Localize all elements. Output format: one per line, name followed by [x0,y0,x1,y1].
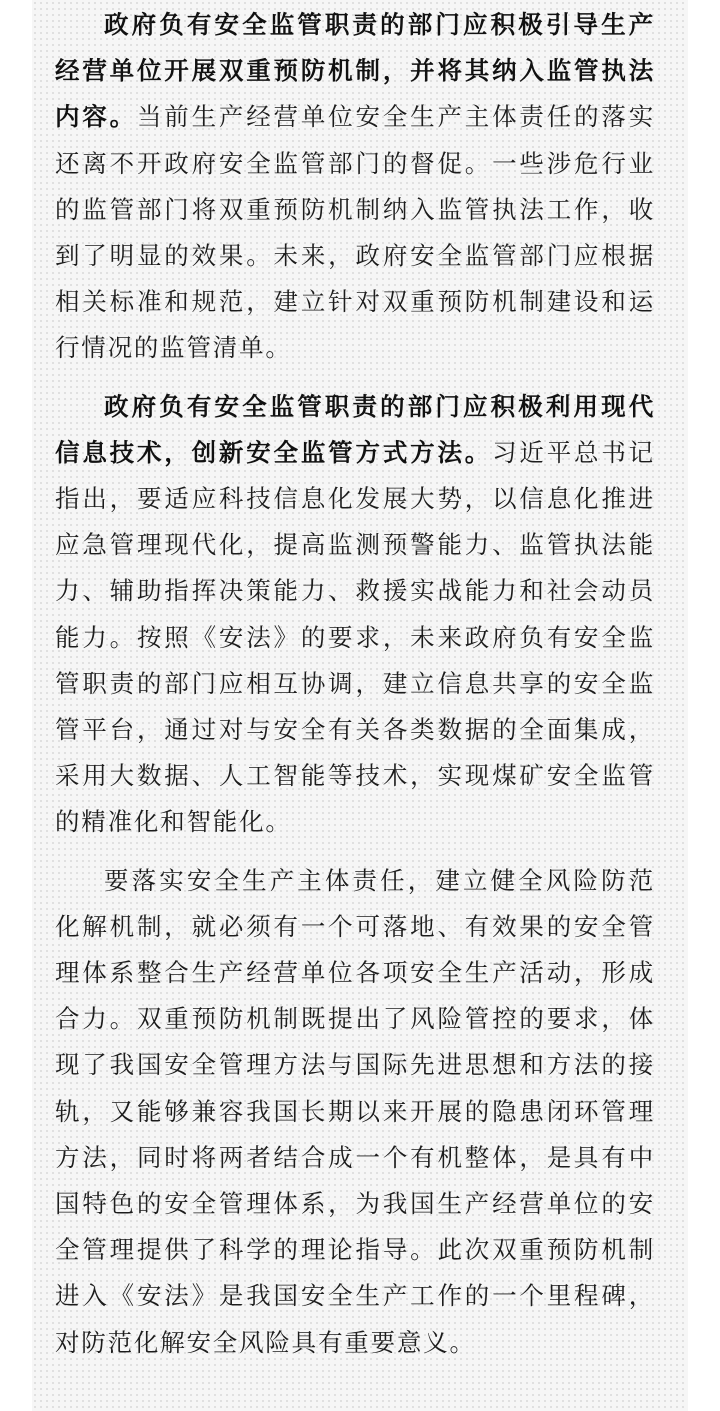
paragraph-text: 习近平总书记指出，要适应科技信息化发展大势，以信息化推进应急管理现代化，提高监测预警能力、监管执法能力、辅助指挥决策能力、救援实战能力和社会动员能力。按照《安法》的要求，未来政府负有安全监管职责的部门应相互协调，建立信息共享的安全监管平台，通过对与安全有关各类数据的全面集成，采用大数据、人工智能等技术，实现煤矿安全监管的精准化和智能化。 [55,437,655,837]
paragraph-conclusion [55,858,655,1366]
paragraph-heading: 政府负有安全监管职责的部门应积极利用现代信息技术，创新安全监管方式方法。 [55,391,655,467]
paragraph-text: 要落实安全生产主体责任，建立健全风险防范化解机制，就必须有一个可落地、有效果的安全管理体系整合生产经营单位各项安全生产活动，形成合力。双重预防机制既提出了风险管控的要求，体现了我国安全管理方法与国际先进思想和方法的接轨，又能够兼容我国长期以来开展的隐患闭环管理方法，同时将两者结合成一个有机整体，是具有中国特色的安全管理体系，为我国生产经营单位的安全管理提供了科学的理论指导。此次双重预防机制进入《安法》是我国安全生产工作的一个里程碑，对防范化解安全风险具有重要意义。 [55,865,655,1357]
article-body [55,2,655,1366]
paragraph-text: 当前生产经营单位安全生产主体责任的落实还离不开政府安全监管部门的督促。一些涉危行业的监管部门将双重预防机制纳入监管执法工作，收到了明显的效果。未来，政府安全监管部门应根据相关标准和规范，建立针对双重预防机制建设和运行情况的监管清单。 [55,102,656,363]
paragraph-information-technology [55,384,655,846]
paragraph-heading: 政府负有安全监管职责的部门应积极引导生产经营单位开展双重预防机制，并将其纳入监管执法内容。 [55,10,655,132]
paragraph-supervision-guidance [55,2,655,372]
